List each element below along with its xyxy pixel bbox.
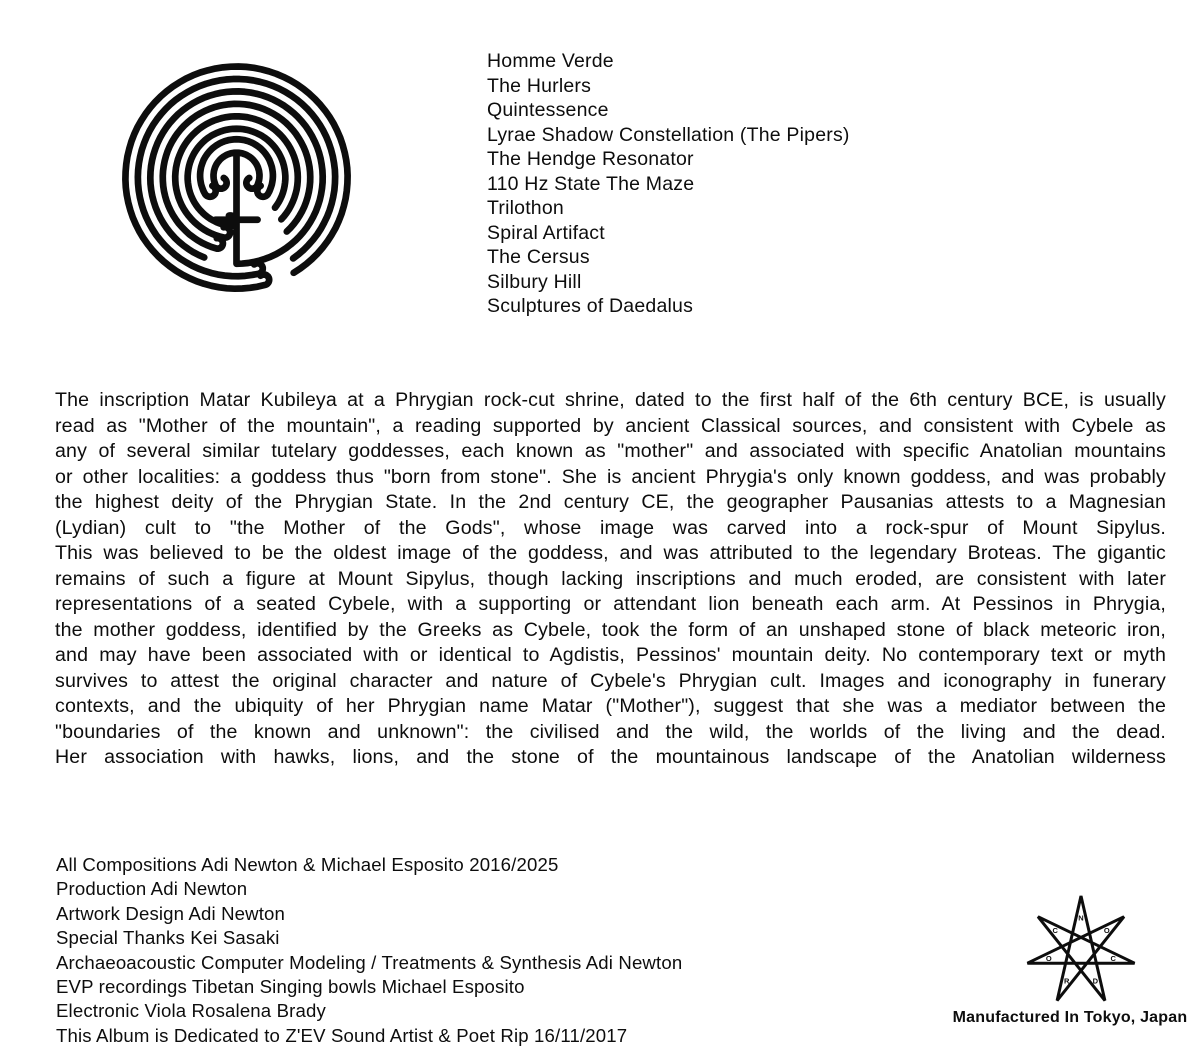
- labyrinth-svg: [112, 58, 361, 301]
- liner-notes-line: read as "Mother of the mountain", a reading supported by ancient Classical sources, and consistent with Cybele as: [55, 414, 1166, 437]
- seven-pointed-star-logo: [1019, 893, 1143, 1011]
- credit-line: Artwork Design Adi Newton: [56, 902, 286, 924]
- track-item: Trilothon: [487, 197, 564, 219]
- star-letter: R: [1063, 976, 1070, 986]
- credit-line: Special Thanks Kei Sasaki: [56, 927, 280, 949]
- credits-block: [56, 853, 816, 1048]
- credit-line: EVP recordings Tibetan Singing bowls Michael Esposito: [56, 976, 525, 998]
- liner-notes-line: or other localities: a goddess thus "born from stone". She is ancient Phrygia's only known goddess, and was probably: [55, 465, 1166, 488]
- liner-notes-line: remains of such a figure at Mount Sipylus, though lacking inscriptions and much eroded, are consistent with later: [55, 567, 1166, 590]
- liner-notes-line: "boundaries of the known and unknown": the civilised and the wild, the worlds of the living and the dead.: [55, 720, 1166, 743]
- star-path: [1027, 896, 1134, 1001]
- liner-notes-line: survives to attest the original character and nature of Cybele's Phrygian cult. Images and iconography in funerary: [55, 669, 1166, 692]
- liner-notes-line: and may have been associated with or identical to Agdistis, Pessinos' mountain deity. No contemporary text or myth: [55, 644, 1166, 666]
- credit-line: Production Adi Newton: [56, 878, 248, 900]
- liner-notes-line: contexts, and the ubiquity of her Phrygian name Matar ("Mother"), suggest that she was a mediator between the: [55, 695, 1166, 717]
- star-letter: D: [1092, 976, 1099, 986]
- star-svg: [1019, 893, 1143, 1011]
- track-item: Spiral Artifact: [487, 221, 605, 244]
- star-letter: C: [1052, 926, 1058, 935]
- credit-line: All Compositions Adi Newton & Michael Esposito 2016/2025: [56, 854, 559, 875]
- labyrinth-symbol: [112, 58, 361, 301]
- track-item: The Hendge Resonator: [487, 148, 694, 170]
- track-item: Silbury Hill: [487, 270, 582, 293]
- labyrinth-path: [125, 66, 347, 288]
- liner-notes-line: The inscription Matar Kubileya at a Phrygian rock-cut shrine, dated to the first half of the 6th century BCE, is usually: [55, 389, 1166, 411]
- liner-notes-line: any of several similar tutelary goddesses, each known as "mother" and associated with specific Anatolian mountains: [55, 440, 1166, 462]
- track-item: Homme Verde: [487, 50, 614, 72]
- liner-notes-line: the mother goddess, identified by the Greeks as Cybele, took the form of an unshaped stone of black meteoric iron,: [55, 618, 1166, 641]
- track-item: The Hurlers: [487, 74, 592, 97]
- liner-notes-line: (Lydian) cult to "the Mother of the Gods", whose image was carved into a rock-spur of Mount Sipylus.: [55, 516, 1166, 539]
- track-item: 110 Hz State The Maze: [487, 172, 695, 195]
- track-item: The Cersus: [487, 246, 590, 268]
- liner-notes-line: the highest deity of the Phrygian State. In the 2nd century CE, the geographer Pausanias attests to a Magnesian: [55, 491, 1166, 513]
- star-letter: C: [1110, 953, 1116, 963]
- credit-line: This Album is Dedicated to Z'EV Sound Artist & Poet Rip 16/11/2017: [56, 1024, 628, 1046]
- track-item: Sculptures of Daedalus: [487, 295, 694, 317]
- credit-line: Electronic Viola Rosalena Brady: [56, 1000, 326, 1022]
- liner-notes: [55, 388, 1166, 771]
- track-item: Lyrae Shadow Constellation (The Pipers): [487, 123, 850, 146]
- star-letter: N: [1078, 913, 1084, 923]
- star-letter: O: [1045, 953, 1052, 963]
- manufactured-label: Manufactured In Tokyo, Japan: [952, 1009, 1188, 1026]
- track-item: Quintessence: [487, 99, 609, 121]
- liner-notes-line: representations of a seated Cybele, with a supporting or attendant lion beneath each arm. At Pessinos in Phrygia,: [55, 593, 1166, 615]
- track-list: [487, 49, 967, 319]
- liner-notes-line: This was believed to be the oldest image of the goddess, and was attributed to the legendary Broteas. The gigantic: [55, 542, 1166, 564]
- star-letter: O: [1103, 926, 1110, 935]
- credit-line: Archaeoacoustic Computer Modeling / Treatments & Synthesis Adi Newton: [56, 951, 683, 973]
- liner-notes-line: Her association with hawks, lions, and the stone of the mountainous landscape of the Anatolian wilderness: [55, 746, 1166, 768]
